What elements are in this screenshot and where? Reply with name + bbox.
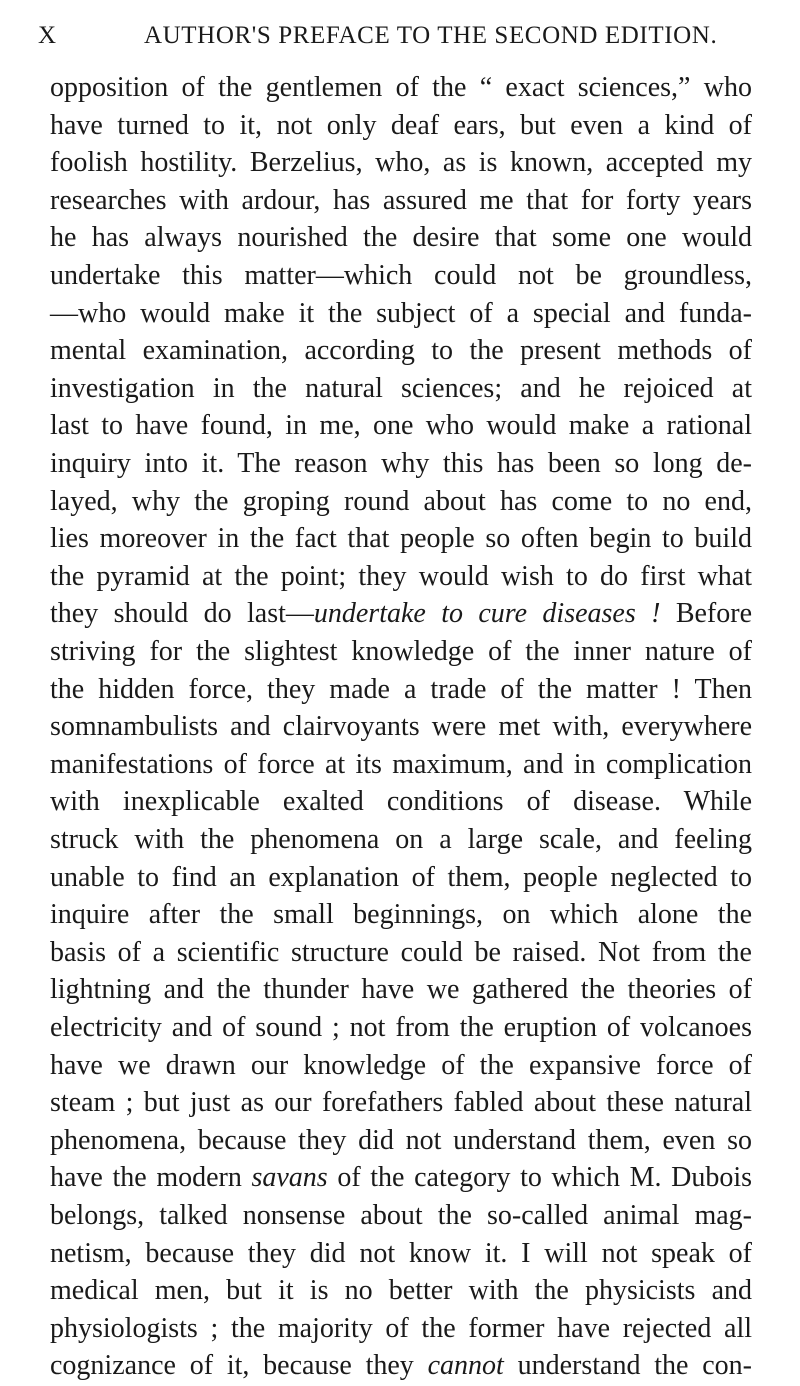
text-line <box>50 632 752 672</box>
text-line-segment: researches with ardour, has assured me that for forty years <box>50 184 752 216</box>
text-line <box>50 1008 752 1048</box>
text-line <box>50 707 752 747</box>
text-line-segment: mental examination, according to the present methods of <box>50 335 752 367</box>
text-line-segment: cognizance of it, because they <box>50 1350 428 1382</box>
text-line-segment: they should do last— <box>50 598 314 630</box>
text-line <box>50 1158 752 1198</box>
text-line <box>50 1234 752 1274</box>
text-line <box>50 369 752 409</box>
text-line <box>50 181 752 221</box>
text-line <box>50 218 752 258</box>
text-line <box>50 1346 752 1386</box>
text-line-segment: netism, because they did not know it. I will not speak of <box>50 1237 752 1269</box>
text-line-segment: of the category to which M. Dubois <box>327 1162 752 1194</box>
text-line-segment: he has always nourished the desire that some one would <box>50 222 752 254</box>
text-line-segment: phenomena, because they did not understand them, even so <box>50 1124 752 1156</box>
italic-phrase: undertake to cure diseases ! <box>313 598 661 630</box>
italic-phrase: savans <box>251 1162 328 1194</box>
text-line <box>50 970 752 1010</box>
text-line-segment: layed, why the groping round about has come to no end, <box>50 485 752 517</box>
text-line-segment: have we drawn our knowledge of the expansive force of <box>50 1049 752 1081</box>
text-line-segment: —who would make it the subject of a special and funda- <box>50 297 752 329</box>
text-line <box>50 933 752 973</box>
text-line-segment: lightning and the thunder have we gathered the theories of <box>50 974 752 1006</box>
text-line-segment: the pyramid at the point; they would wish to do first what <box>50 560 752 592</box>
text-line <box>50 1083 752 1123</box>
running-head <box>38 22 778 56</box>
text-line <box>50 444 752 484</box>
text-line-segment: foolish hostility. Berzelius, who, as is known, accepted my <box>50 147 752 179</box>
text-line <box>50 1196 752 1236</box>
text-line <box>50 745 752 785</box>
text-line <box>50 68 752 108</box>
text-line <box>50 256 752 296</box>
text-line-segment: last to have found, in me, one who would make a rational <box>50 410 752 442</box>
text-line-segment: manifestations of force at its maximum, and in complication <box>50 748 752 780</box>
italic-phrase: cannot <box>427 1350 504 1382</box>
text-line <box>50 670 752 710</box>
text-line-segment: opposition of the gentlemen of the “ exact sciences,” who <box>50 72 752 103</box>
text-line <box>50 406 752 446</box>
text-line-segment: inquiry into it. The reason why this has been so long de- <box>50 448 752 479</box>
text-line-segment: medical men, but it is no better with the physicists and <box>50 1275 752 1307</box>
text-line-segment: steam ; but just as our forefathers fabled about these natural <box>50 1087 752 1119</box>
text-line-segment: inquire after the small beginnings, on which alone the <box>50 899 752 931</box>
text-line-segment: electricity and of sound ; not from the eruption of volcanoes <box>50 1012 752 1043</box>
text-line-segment: the hidden force, they made a trade of the matter ! Then <box>50 673 752 705</box>
page-number: X <box>38 22 57 49</box>
text-line <box>50 1271 752 1311</box>
text-line <box>50 1046 752 1086</box>
text-line <box>50 1309 752 1349</box>
text-line <box>50 895 752 935</box>
text-line <box>50 106 752 146</box>
text-line-segment: unable to find an explanation of them, people neglected to <box>50 861 752 893</box>
text-line <box>50 858 752 898</box>
text-line-segment: striving for the slightest knowledge of the inner nature of <box>50 636 752 667</box>
text-line <box>50 782 752 822</box>
text-line-segment: investigation in the natural sciences; and he rejoiced at <box>50 372 752 404</box>
text-line-segment: belongs, talked nonsense about the so-called animal mag- <box>50 1200 752 1231</box>
text-line-segment: have turned to it, not only deaf ears, but even a kind of <box>50 109 752 141</box>
running-head-title: AUTHOR'S PREFACE TO THE SECOND EDITION. <box>144 22 718 49</box>
text-line-segment: understand the con- <box>503 1350 752 1382</box>
text-line-segment: undertake this matter—which could not be groundless, <box>50 260 752 291</box>
text-line-segment: somnambulists and clairvoyants were met with, everywhere <box>50 711 752 743</box>
text-line <box>50 557 752 597</box>
text-line-segment: Before <box>660 598 752 630</box>
text-line <box>50 820 752 860</box>
text-line-segment: basis of a scientific structure could be raised. Not from the <box>50 936 752 968</box>
text-line <box>50 294 752 334</box>
text-line <box>50 331 752 371</box>
text-line <box>50 482 752 522</box>
text-line <box>50 519 752 559</box>
text-line-segment: lies moreover in the fact that people so often begin to build <box>50 523 752 555</box>
text-line-segment: struck with the phenomena on a large scale, and feeling <box>50 824 752 855</box>
text-line <box>50 594 752 634</box>
text-line <box>50 1121 752 1161</box>
text-line-segment: physiologists ; the majority of the former have rejected all <box>50 1312 752 1344</box>
text-line-segment: have the modern <box>50 1162 252 1194</box>
text-line <box>50 143 752 183</box>
text-line-segment: with inexplicable exalted conditions of disease. While <box>50 786 752 818</box>
